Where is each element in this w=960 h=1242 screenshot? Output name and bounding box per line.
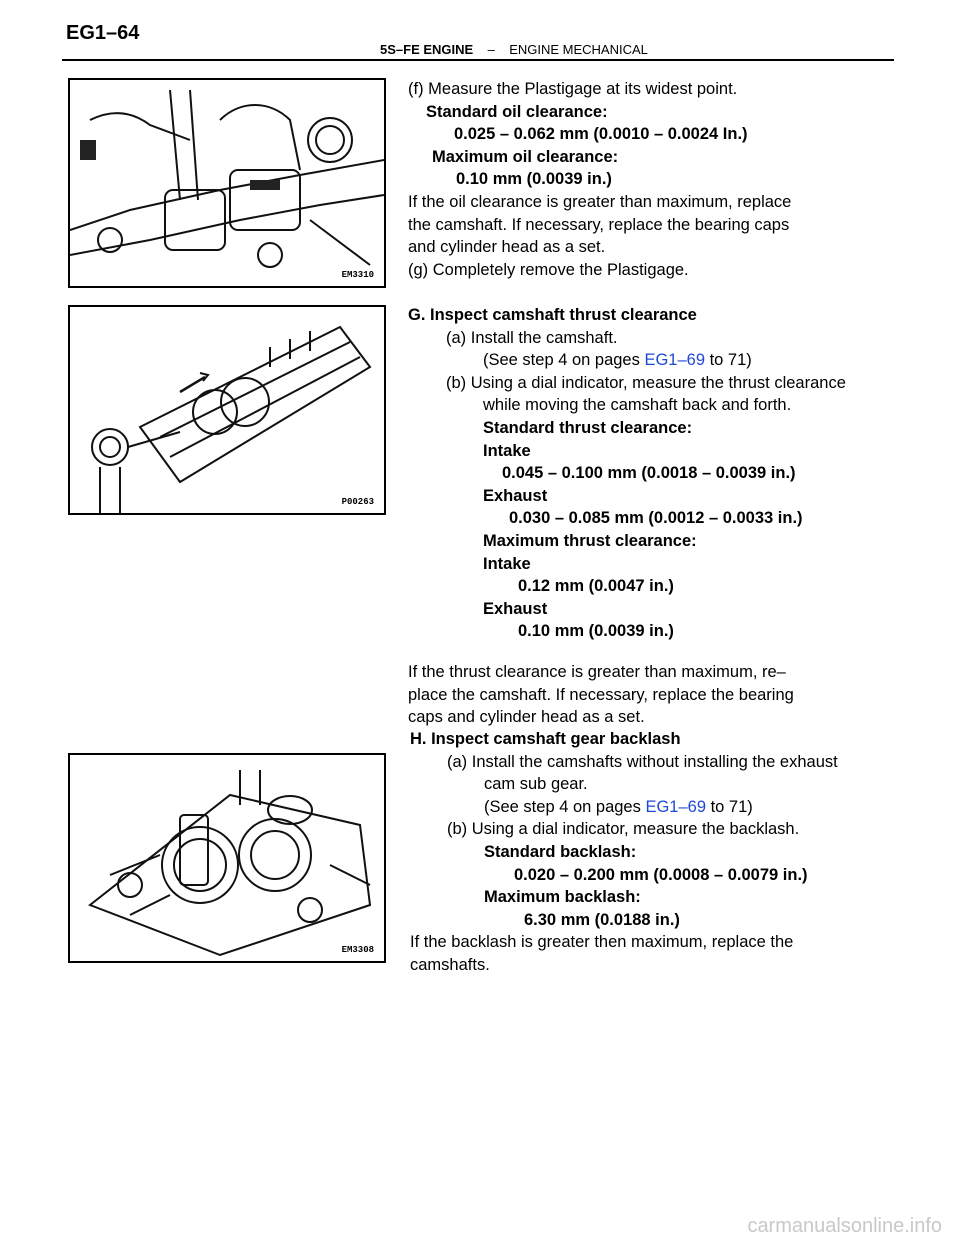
std-thrust-intake-value: 0.045 – 0.100 mm (0.0018 – 0.0039 in.) xyxy=(502,464,796,483)
max-thrust-exhaust-value: 0.10 mm (0.0039 in.) xyxy=(518,622,674,641)
figure-gear-backlash xyxy=(68,753,386,963)
std-oil-clearance-value: 0.025 – 0.062 mm (0.0010 – 0.0024 In.) xyxy=(454,125,748,144)
max-oil-clearance-label: Maximum oil clearance: xyxy=(432,147,619,166)
step-h-a-line-1: (a) Install the camshafts without installing the exhaust xyxy=(447,752,838,771)
header-separator: – xyxy=(487,42,495,57)
std-thrust-intake-label: Intake xyxy=(483,441,531,460)
step-g-b-line-2: while moving the camshaft back and forth. xyxy=(483,396,792,415)
header-section-title xyxy=(380,42,648,57)
figure-gear-backlash-illustration xyxy=(70,755,384,961)
std-backlash-value: 0.020 – 0.200 mm (0.0008 – 0.0079 in.) xyxy=(514,865,808,884)
max-thrust-label: Maximum thrust clearance: xyxy=(483,532,697,550)
step-f: (f) Measure the Plastigage at its widest point. xyxy=(408,80,738,98)
step-h-reference xyxy=(484,796,753,819)
reference-prefix: (See step 4 on pages xyxy=(483,351,645,370)
std-backlash-label: Standard backlash: xyxy=(484,843,637,861)
page-number: EG1–64 xyxy=(66,22,140,44)
step-h-b: (b) Using a dial indicator, measure the backlash. xyxy=(447,820,800,839)
engine-name: 5S–FE ENGINE xyxy=(380,42,474,57)
header-rule xyxy=(62,59,894,61)
footer-watermark: carmanualsonline.info xyxy=(747,1215,942,1237)
thrust-note-3: caps and cylinder head as a set. xyxy=(408,708,645,727)
page-link-eg1-69[interactable]: EG1–69 xyxy=(645,797,706,816)
figure-code-label: EM3310 xyxy=(341,270,374,280)
page-link-eg1-69[interactable]: EG1–69 xyxy=(644,351,705,370)
section-g-title: G. Inspect camshaft thrust clearance xyxy=(408,306,697,324)
figure-oil-clearance xyxy=(68,78,386,288)
std-thrust-exhaust-label: Exhaust xyxy=(483,486,548,505)
reference-prefix: (See step 4 on pages xyxy=(484,797,646,816)
step-g-reference xyxy=(483,349,752,372)
max-thrust-intake-label: Intake xyxy=(483,554,531,573)
backlash-note-2: camshafts. xyxy=(410,956,490,974)
step-g-remove-plastigage: (g) Completely remove the Plastigage. xyxy=(408,260,689,279)
max-backlash-label: Maximum backlash: xyxy=(484,888,641,907)
thrust-note-1: If the thrust clearance is greater than maximum, re– xyxy=(408,663,786,681)
step-g-a: (a) Install the camshaft. xyxy=(446,328,618,347)
step-g-b-line-1: (b) Using a dial indicator, measure the thrust clearance xyxy=(446,373,846,392)
max-oil-clearance-value: 0.10 mm (0.0039 in.) xyxy=(456,170,612,189)
reference-suffix: to 71) xyxy=(706,797,753,816)
section-name: ENGINE MECHANICAL xyxy=(509,42,648,57)
figure-thrust-clearance xyxy=(68,305,386,515)
std-oil-clearance-label: Standard oil clearance: xyxy=(426,102,608,121)
figure-code-label: EM3308 xyxy=(341,945,374,955)
oil-clearance-note-1: If the oil clearance is greater than maximum, replace xyxy=(408,193,792,211)
section-h-title: H. Inspect camshaft gear backlash xyxy=(410,730,681,748)
max-thrust-intake-value: 0.12 mm (0.0047 in.) xyxy=(518,577,674,596)
std-thrust-label: Standard thrust clearance: xyxy=(483,419,693,437)
step-h-a-line-2: cam sub gear. xyxy=(484,775,588,794)
thrust-note-2: place the camshaft. If necessary, replace the bearing xyxy=(408,685,794,704)
max-thrust-exhaust-label: Exhaust xyxy=(483,599,548,618)
oil-clearance-note-3: and cylinder head as a set. xyxy=(408,238,606,257)
max-backlash-value: 6.30 mm (0.0188 in.) xyxy=(524,910,680,929)
reference-suffix: to 71) xyxy=(705,351,752,370)
figure-thrust-clearance-illustration xyxy=(70,307,384,513)
figure-code-label: P00263 xyxy=(341,497,374,507)
figure-oil-clearance-illustration xyxy=(70,80,384,286)
backlash-note-1: If the backlash is greater then maximum, replace the xyxy=(410,933,794,952)
std-thrust-exhaust-value: 0.030 – 0.085 mm (0.0012 – 0.0033 in.) xyxy=(509,509,803,528)
oil-clearance-note-2: the camshaft. If necessary, replace the bearing caps xyxy=(408,215,790,234)
